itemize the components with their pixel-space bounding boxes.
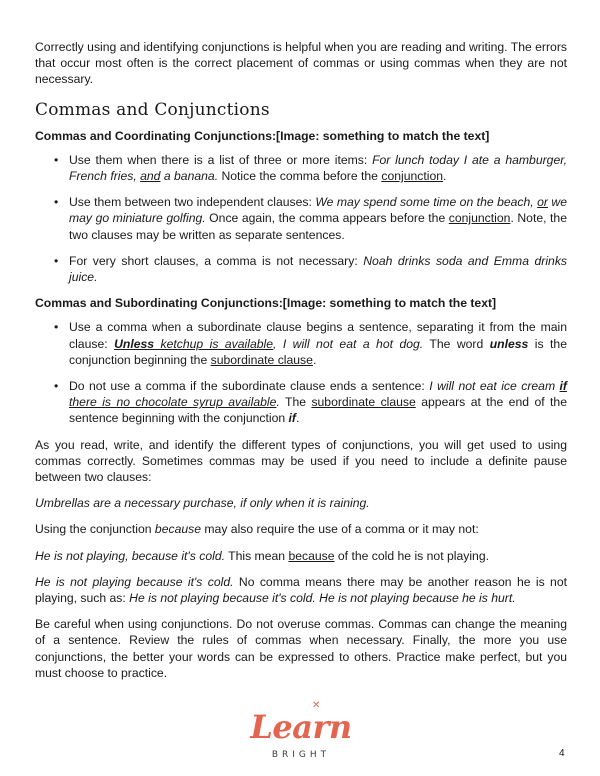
pencil-icon: ✕: [312, 700, 321, 711]
logo-subtitle: BRIGHT: [271, 750, 331, 760]
subordinating-rule-begins: • Use a comma when a subordinate clause begins a sentence, separating it from the main clause: Unless ketchup is available, I will not eat a hot dog. The word unless is the conjunction beginning the subordinate clause.: [69, 319, 567, 368]
coordinating-rule-list: • Use them when there is a list of three or more items: For lunch today I ate a hamburger, French fries, and a banana. Notice the comma before the conjunction.: [69, 152, 567, 184]
example-umbrellas: Umbrellas are a necessary purchase, if only when it is raining.: [35, 496, 370, 511]
document-body: [35, 39, 567, 691]
section-heading: Commas and Conjunctions: [35, 99, 270, 120]
coordinating-rule-independent-clauses: • Use them between two independent clauses: We may spend some time on the beach, or we may go miniature golfing. Once again, the comma appears before the conjunction. Note, the two clauses may be written as separate sentences.: [69, 194, 567, 243]
learn-bright-logo: [248, 700, 354, 764]
example-without-comma: He is not playing because it's cold. No comma means there may be another reason he is not playing, such as: He is not playing because it's cold. He is not playing because he is hurt.: [35, 574, 567, 606]
coordinating-subheading: Commas and Coordinating Conjunctions:[Image: something to match the text]: [35, 128, 490, 143]
coordinating-rule-short-clauses: • For very short clauses, a comma is not necessary: Noah drinks soda and Emma drinks juice.: [69, 253, 567, 285]
intro-paragraph: Correctly using and identifying conjunctions is helpful when you are reading and writing. The errors that occur most often is the correct placement of commas or using commas when they are not necessary.: [35, 40, 567, 87]
example-with-comma: He is not playing, because it's cold. This mean because of the cold he is not playing.: [35, 548, 489, 563]
subordinating-list: [35, 319, 567, 426]
paragraph-because: Using the conjunction because may also require the use of a comma or it may not:: [35, 522, 479, 537]
paragraph-be-careful: Be careful when using conjunctions. Do not overuse commas. Commas can change the meaning of a sentence. Review the rules of commas when necessary. Finally, the more you use conjunctions, the better your words can be expressed to others. Practice make perfect, but you must choose to practice.: [35, 617, 567, 680]
subordinating-rule-ends: • Do not use a comma if the subordinate clause ends a sentence: I will not eat ice cream if there is no chocolate syrup available. The subordinate clause appears at the end of the sentence beginning with the conjunction if.: [69, 378, 567, 427]
paragraph-read-write: As you read, write, and identify the different types of conjunctions, you will get used to using commas correctly. Sometimes commas may be used if you need to include a definite pause between two clauses:: [35, 437, 567, 485]
page-number: 4: [559, 748, 565, 759]
subordinating-subheading: Commas and Subordinating Conjunctions:[Image: something to match the text]: [35, 296, 497, 311]
logo-wordmark: Learn: [250, 708, 352, 746]
coordinating-list: [35, 152, 567, 285]
